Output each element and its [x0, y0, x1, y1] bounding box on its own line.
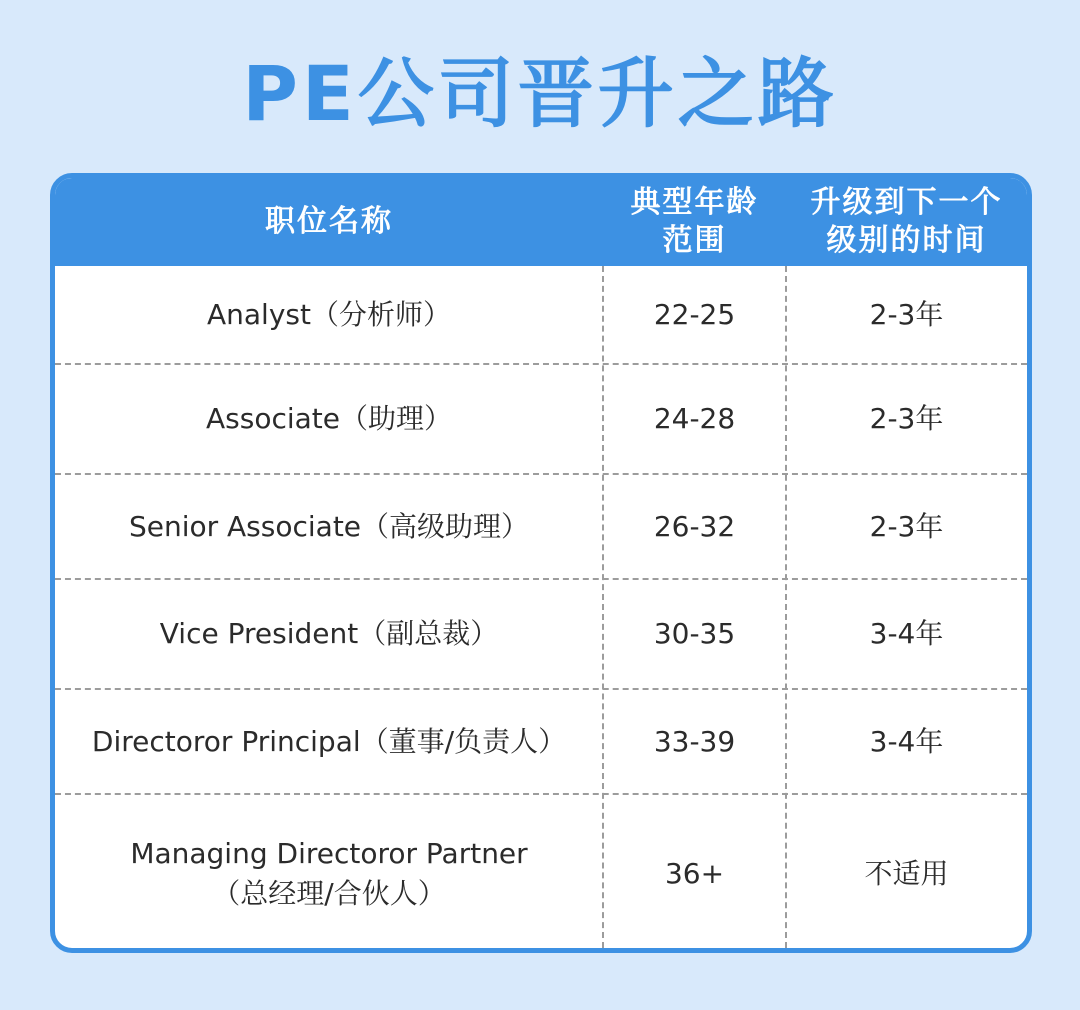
position-title-line: Directoror Principal（董事/负责人）: [91, 724, 567, 758]
cell-position-title: [55, 266, 603, 364]
cell-age-range: 24-28: [653, 402, 736, 435]
table-row: [55, 266, 1027, 364]
position-title-line: （总经理/合伙人）: [212, 876, 446, 910]
table-row: [55, 579, 1027, 689]
position-title-line: Vice President（副总裁）: [159, 617, 499, 650]
position-title-line: Analyst（分析师）: [207, 298, 451, 331]
header-line: 职位名称: [265, 204, 393, 239]
cell-age-range: 33-39: [653, 724, 736, 758]
header-line: 典型年龄: [630, 185, 759, 220]
header-line: 级别的时间: [826, 223, 987, 258]
cell-position-title: [55, 474, 603, 579]
cell-age-range: 26-32: [653, 509, 736, 543]
cell-position-title: [55, 689, 603, 794]
table-row: [55, 794, 1027, 953]
cell-position-title: [55, 364, 603, 474]
cell-age-range: 30-35: [653, 617, 736, 650]
cell-time-to-next-level: 2-3年: [869, 402, 944, 435]
table-row: [55, 689, 1027, 794]
cell-time-to-next-level: 2-3年: [869, 509, 944, 543]
cell-time-to-next-level: 3-4年: [869, 617, 944, 650]
cell-time-to-next-level: 3-4年: [869, 724, 944, 758]
header-position-title: [55, 178, 603, 266]
table-row: [55, 364, 1027, 474]
promotion-table: [50, 173, 1032, 953]
header-line: 升级到下一个: [810, 185, 1003, 220]
page-title: PE公司晋升之路: [242, 49, 838, 138]
position-title-line: Senior Associate（高级助理）: [128, 509, 530, 543]
cell-position-title: [55, 579, 603, 689]
cell-age-range: 22-25: [653, 298, 736, 331]
cell-position-title: [55, 794, 603, 953]
header-typical-age-range: [603, 178, 786, 266]
column-divider: [602, 266, 604, 948]
cell-time-to-next-level: 不适用: [864, 856, 949, 890]
cell-age-range: 36+: [664, 856, 725, 890]
header-line: 范围: [662, 223, 727, 258]
header-time-to-next-level: [786, 178, 1027, 266]
table-row: [55, 474, 1027, 579]
column-divider: [785, 266, 787, 948]
position-title-line: Managing Directoror Partner: [130, 836, 528, 870]
cell-time-to-next-level: 2-3年: [869, 298, 944, 331]
position-title-line: Associate（助理）: [206, 402, 452, 435]
table-header: [55, 178, 1027, 266]
